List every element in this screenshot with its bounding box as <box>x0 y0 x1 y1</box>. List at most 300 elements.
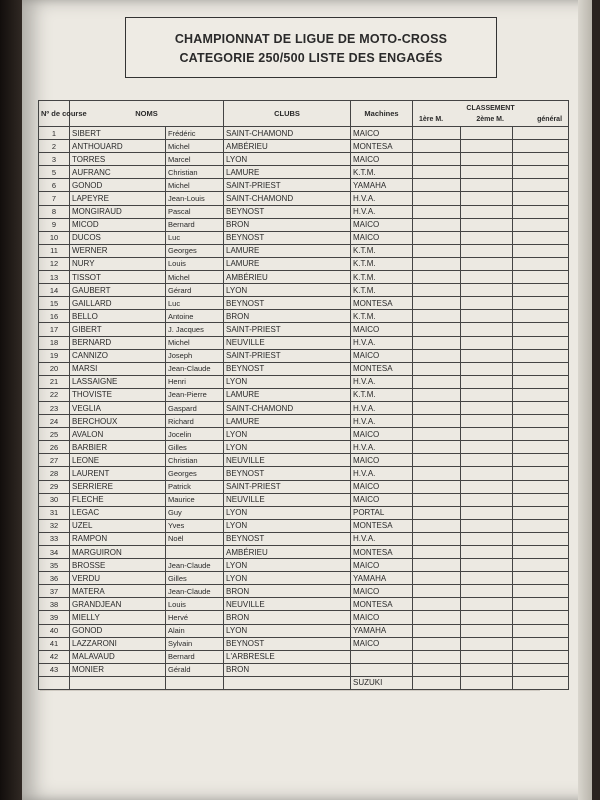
row-prenom <box>166 676 224 689</box>
row-club: LYON <box>224 572 351 585</box>
row-club: NEUVILLE <box>224 336 351 349</box>
row-prenom: Antoine <box>166 310 224 323</box>
row-prenom: Hervé <box>166 611 224 624</box>
row-number: 10 <box>39 231 70 244</box>
table-row <box>39 611 569 624</box>
row-prenom: Christian <box>166 166 224 179</box>
row-nom: GAILLARD <box>70 297 166 310</box>
header-classement <box>413 101 569 127</box>
next-page-ghost <box>40 690 540 791</box>
row-number: 24 <box>39 415 70 428</box>
row-nom: MALAVAUD <box>70 650 166 663</box>
row-1ere-manche <box>413 244 461 257</box>
row-prenom: Yves <box>166 519 224 532</box>
row-nom: GONOD <box>70 624 166 637</box>
row-2eme-manche <box>461 532 513 545</box>
row-machine: H.V.A. <box>351 192 413 205</box>
row-prenom: Guy <box>166 506 224 519</box>
header-num: Nº de course <box>39 101 70 127</box>
row-club: LYON <box>224 375 351 388</box>
row-1ere-manche <box>413 637 461 650</box>
row-machine: MONTESA <box>351 519 413 532</box>
row-number: 33 <box>39 532 70 545</box>
row-prenom: Michel <box>166 271 224 284</box>
row-2eme-manche <box>461 192 513 205</box>
row-machine: MAICO <box>351 323 413 336</box>
row-club: LYON <box>224 506 351 519</box>
row-club: LAMURE <box>224 257 351 270</box>
classement-subheaders <box>415 114 566 125</box>
row-general <box>513 428 569 441</box>
row-1ere-manche <box>413 546 461 559</box>
row-nom: MARGUIRON <box>70 546 166 559</box>
table-row <box>39 598 569 611</box>
row-nom: DUCOS <box>70 231 166 244</box>
row-number: 19 <box>39 349 70 362</box>
row-machine: MAICO <box>351 480 413 493</box>
row-number: 37 <box>39 585 70 598</box>
row-general <box>513 532 569 545</box>
row-club: NEUVILLE <box>224 454 351 467</box>
row-machine: MONTESA <box>351 546 413 559</box>
row-2eme-manche <box>461 611 513 624</box>
row-number: 38 <box>39 598 70 611</box>
row-general <box>513 637 569 650</box>
row-1ere-manche <box>413 598 461 611</box>
table-row <box>39 559 569 572</box>
row-nom: LAURENT <box>70 467 166 480</box>
row-club: SAINT-PRIEST <box>224 323 351 336</box>
row-prenom: Marcel <box>166 153 224 166</box>
table-row <box>39 153 569 166</box>
row-prenom: Alain <box>166 624 224 637</box>
row-2eme-manche <box>461 572 513 585</box>
row-general <box>513 205 569 218</box>
row-2eme-manche <box>461 493 513 506</box>
row-nom: VERDU <box>70 572 166 585</box>
row-2eme-manche <box>461 271 513 284</box>
table-row <box>39 441 569 454</box>
row-nom: NURY <box>70 257 166 270</box>
row-2eme-manche <box>461 663 513 676</box>
row-general <box>513 493 569 506</box>
row-machine: H.V.A. <box>351 532 413 545</box>
table-row <box>39 218 569 231</box>
row-number: 8 <box>39 205 70 218</box>
row-1ere-manche <box>413 663 461 676</box>
table-row <box>39 454 569 467</box>
row-2eme-manche <box>461 676 513 689</box>
row-number: 15 <box>39 297 70 310</box>
row-number: 23 <box>39 401 70 414</box>
row-club: BRON <box>224 218 351 231</box>
row-club: SAINT-CHAMOND <box>224 401 351 414</box>
row-1ere-manche <box>413 572 461 585</box>
row-number: 40 <box>39 624 70 637</box>
classement-title: CLASSEMENT <box>466 104 515 112</box>
row-machine <box>351 650 413 663</box>
row-prenom: Patrick <box>166 480 224 493</box>
table-row <box>39 493 569 506</box>
row-number: 5 <box>39 166 70 179</box>
row-number: 2 <box>39 140 70 153</box>
row-nom: GRANDJEAN <box>70 598 166 611</box>
row-1ere-manche <box>413 284 461 297</box>
row-club: LAMURE <box>224 244 351 257</box>
row-club: SAINT-PRIEST <box>224 179 351 192</box>
row-2eme-manche <box>461 546 513 559</box>
row-nom <box>70 676 166 689</box>
row-machine: K.T.M. <box>351 257 413 270</box>
row-prenom: Maurice <box>166 493 224 506</box>
row-nom: AUFRANC <box>70 166 166 179</box>
row-number: 29 <box>39 480 70 493</box>
row-number: 26 <box>39 441 70 454</box>
row-1ere-manche <box>413 519 461 532</box>
row-nom: VEGLIA <box>70 401 166 414</box>
row-2eme-manche <box>461 310 513 323</box>
row-prenom: Michel <box>166 336 224 349</box>
row-club: BEYNOST <box>224 637 351 650</box>
row-club: SAINT-CHAMOND <box>224 192 351 205</box>
row-number: 22 <box>39 388 70 401</box>
row-1ere-manche <box>413 310 461 323</box>
row-1ere-manche <box>413 166 461 179</box>
row-1ere-manche <box>413 611 461 624</box>
row-prenom: Jean-Louis <box>166 192 224 205</box>
row-machine: MONTESA <box>351 598 413 611</box>
row-general <box>513 598 569 611</box>
row-machine: K.T.M. <box>351 284 413 297</box>
row-2eme-manche <box>461 205 513 218</box>
row-nom: MATERA <box>70 585 166 598</box>
row-prenom: Bernard <box>166 650 224 663</box>
table-row <box>39 572 569 585</box>
title-line-1: CHAMPIONNAT DE LIGUE DE MOTO-CROSS <box>174 32 448 46</box>
row-prenom: Henri <box>166 375 224 388</box>
row-machine: K.T.M. <box>351 310 413 323</box>
row-club: LYON <box>224 519 351 532</box>
row-general <box>513 480 569 493</box>
row-1ere-manche <box>413 454 461 467</box>
row-club: LAMURE <box>224 388 351 401</box>
row-general <box>513 559 569 572</box>
row-prenom: Michel <box>166 179 224 192</box>
row-machine: YAMAHA <box>351 624 413 637</box>
row-nom: MARSI <box>70 362 166 375</box>
row-prenom: Louis <box>166 598 224 611</box>
table-row <box>39 506 569 519</box>
row-club: LYON <box>224 153 351 166</box>
row-number: 20 <box>39 362 70 375</box>
row-general <box>513 650 569 663</box>
row-2eme-manche <box>461 519 513 532</box>
row-nom: LEGAC <box>70 506 166 519</box>
row-club: LYON <box>224 441 351 454</box>
row-nom: BROSSE <box>70 559 166 572</box>
row-machine: K.T.M. <box>351 388 413 401</box>
row-general <box>513 467 569 480</box>
row-prenom: Gérard <box>166 284 224 297</box>
table-row <box>39 297 569 310</box>
row-prenom: Richard <box>166 415 224 428</box>
table-row <box>39 284 569 297</box>
row-nom: GIBERT <box>70 323 166 336</box>
row-general <box>513 611 569 624</box>
row-machine: H.V.A. <box>351 336 413 349</box>
row-2eme-manche <box>461 153 513 166</box>
row-club: NEUVILLE <box>224 493 351 506</box>
row-prenom: Gérald <box>166 663 224 676</box>
row-nom: GAUBERT <box>70 284 166 297</box>
row-machine: MAICO <box>351 428 413 441</box>
header-machines: Machines <box>351 101 413 127</box>
row-1ere-manche <box>413 532 461 545</box>
table-row <box>39 585 569 598</box>
row-machine: K.T.M. <box>351 271 413 284</box>
row-1ere-manche <box>413 257 461 270</box>
row-club: SAINT-PRIEST <box>224 349 351 362</box>
table-row <box>39 179 569 192</box>
row-number: 14 <box>39 284 70 297</box>
row-nom: RAMPON <box>70 532 166 545</box>
row-machine: MAICO <box>351 218 413 231</box>
table-row <box>39 257 569 270</box>
row-1ere-manche <box>413 153 461 166</box>
row-general <box>513 519 569 532</box>
row-machine: SUZUKI <box>351 676 413 689</box>
row-club: BEYNOST <box>224 205 351 218</box>
row-prenom: Luc <box>166 297 224 310</box>
row-number: 41 <box>39 637 70 650</box>
row-2eme-manche <box>461 506 513 519</box>
row-machine: MAICO <box>351 153 413 166</box>
row-nom: LAPEYRE <box>70 192 166 205</box>
table-row <box>39 231 569 244</box>
row-general <box>513 297 569 310</box>
row-2eme-manche <box>461 624 513 637</box>
row-number: 13 <box>39 271 70 284</box>
row-nom: BARBIER <box>70 441 166 454</box>
row-nom: TORRES <box>70 153 166 166</box>
table-row <box>39 467 569 480</box>
row-machine <box>351 663 413 676</box>
row-general <box>513 349 569 362</box>
row-1ere-manche <box>413 506 461 519</box>
row-general <box>513 441 569 454</box>
row-1ere-manche <box>413 323 461 336</box>
row-club: SAINT-CHAMOND <box>224 127 351 140</box>
row-number: 1 <box>39 127 70 140</box>
row-nom: LEONE <box>70 454 166 467</box>
row-2eme-manche <box>461 284 513 297</box>
row-number: 35 <box>39 559 70 572</box>
row-nom: ANTHOUARD <box>70 140 166 153</box>
row-machine: MAICO <box>351 454 413 467</box>
row-machine: K.T.M. <box>351 244 413 257</box>
row-general <box>513 323 569 336</box>
table-row <box>39 127 569 140</box>
row-nom: MIELLY <box>70 611 166 624</box>
row-club: BEYNOST <box>224 362 351 375</box>
header-noms: NOMS <box>70 101 224 127</box>
row-general <box>513 506 569 519</box>
row-number: 25 <box>39 428 70 441</box>
row-club: BRON <box>224 663 351 676</box>
watermark <box>22 372 592 422</box>
row-2eme-manche <box>461 257 513 270</box>
row-nom: TISSOT <box>70 271 166 284</box>
row-prenom: J. Jacques <box>166 323 224 336</box>
row-machine: MAICO <box>351 349 413 362</box>
row-machine: MAICO <box>351 637 413 650</box>
row-machine: H.V.A. <box>351 205 413 218</box>
row-machine: YAMAHA <box>351 179 413 192</box>
row-1ere-manche <box>413 559 461 572</box>
row-nom: LAZZARONI <box>70 637 166 650</box>
row-prenom: Gilles <box>166 441 224 454</box>
row-nom: WERNER <box>70 244 166 257</box>
row-prenom: Michel <box>166 140 224 153</box>
row-2eme-manche <box>461 454 513 467</box>
row-1ere-manche <box>413 650 461 663</box>
table-row <box>39 192 569 205</box>
table-row <box>39 166 569 179</box>
row-nom: SERRIERE <box>70 480 166 493</box>
row-1ere-manche <box>413 271 461 284</box>
row-nom: UZEL <box>70 519 166 532</box>
row-prenom: Bernard <box>166 218 224 231</box>
row-number: 42 <box>39 650 70 663</box>
row-number: 16 <box>39 310 70 323</box>
table-row <box>39 663 569 676</box>
row-1ere-manche <box>413 231 461 244</box>
row-nom: CANNIZO <box>70 349 166 362</box>
row-club: L'ARBRESLE <box>224 650 351 663</box>
row-prenom: Jean-Claude <box>166 585 224 598</box>
row-prenom: Jean-Pierre <box>166 388 224 401</box>
row-club: AMBÉRIEU <box>224 546 351 559</box>
row-1ere-manche <box>413 428 461 441</box>
row-general <box>513 244 569 257</box>
row-1ere-manche <box>413 218 461 231</box>
row-2eme-manche <box>461 598 513 611</box>
row-club: BRON <box>224 611 351 624</box>
row-1ere-manche <box>413 480 461 493</box>
row-number: 34 <box>39 546 70 559</box>
row-2eme-manche <box>461 323 513 336</box>
table-row <box>39 271 569 284</box>
row-1ere-manche <box>413 127 461 140</box>
row-machine: K.T.M. <box>351 166 413 179</box>
row-club: LAMURE <box>224 166 351 179</box>
row-machine: MAICO <box>351 493 413 506</box>
title-line-2: CATEGORIE 250/500 LISTE DES ENGAGÉS <box>179 51 443 65</box>
row-2eme-manche <box>461 637 513 650</box>
table-row <box>39 650 569 663</box>
table-row <box>39 205 569 218</box>
row-general <box>513 585 569 598</box>
row-number: 39 <box>39 611 70 624</box>
row-club: NEUVILLE <box>224 598 351 611</box>
table-row <box>39 546 569 559</box>
row-2eme-manche <box>461 650 513 663</box>
row-general <box>513 179 569 192</box>
row-nom: BELLO <box>70 310 166 323</box>
row-number: 3 <box>39 153 70 166</box>
row-2eme-manche <box>461 140 513 153</box>
header-general: général <box>537 115 563 123</box>
row-club: BEYNOST <box>224 532 351 545</box>
row-club: BRON <box>224 310 351 323</box>
row-general <box>513 192 569 205</box>
table-row <box>39 349 569 362</box>
row-number: 11 <box>39 244 70 257</box>
row-machine: MAICO <box>351 127 413 140</box>
row-1ere-manche <box>413 336 461 349</box>
row-2eme-manche <box>461 244 513 257</box>
row-1ere-manche <box>413 140 461 153</box>
row-2eme-manche <box>461 480 513 493</box>
row-number: 27 <box>39 454 70 467</box>
row-general <box>513 676 569 689</box>
row-nom: SIBERT <box>70 127 166 140</box>
row-2eme-manche <box>461 467 513 480</box>
row-prenom: Georges <box>166 467 224 480</box>
row-machine: MAICO <box>351 611 413 624</box>
row-prenom: Georges <box>166 244 224 257</box>
row-machine: PORTAL <box>351 506 413 519</box>
row-nom: AVALON <box>70 428 166 441</box>
row-general <box>513 166 569 179</box>
row-number: 6 <box>39 179 70 192</box>
header-2eme-manche: 2ème M. <box>476 115 504 123</box>
table-row <box>39 532 569 545</box>
row-machine: MONTESA <box>351 297 413 310</box>
row-2eme-manche <box>461 127 513 140</box>
row-1ere-manche <box>413 349 461 362</box>
row-1ere-manche <box>413 493 461 506</box>
row-1ere-manche <box>413 624 461 637</box>
row-number: 21 <box>39 375 70 388</box>
table-row <box>39 310 569 323</box>
row-club: LYON <box>224 624 351 637</box>
row-general <box>513 572 569 585</box>
row-general <box>513 284 569 297</box>
row-1ere-manche <box>413 205 461 218</box>
row-machine: MONTESA <box>351 362 413 375</box>
table-row <box>39 140 569 153</box>
row-general <box>513 231 569 244</box>
row-general <box>513 271 569 284</box>
table-row <box>39 637 569 650</box>
row-machine: H.V.A. <box>351 415 413 428</box>
row-number <box>39 676 70 689</box>
table-row <box>39 323 569 336</box>
row-club: SAINT-PRIEST <box>224 480 351 493</box>
row-1ere-manche <box>413 676 461 689</box>
row-prenom: Joseph <box>166 349 224 362</box>
row-general <box>513 140 569 153</box>
header-clubs: CLUBS <box>224 101 351 127</box>
row-nom: MICOD <box>70 218 166 231</box>
row-prenom: Jean-Claude <box>166 559 224 572</box>
row-2eme-manche <box>461 428 513 441</box>
row-general <box>513 257 569 270</box>
row-prenom: Noël <box>166 532 224 545</box>
row-machine: YAMAHA <box>351 572 413 585</box>
row-number: 36 <box>39 572 70 585</box>
